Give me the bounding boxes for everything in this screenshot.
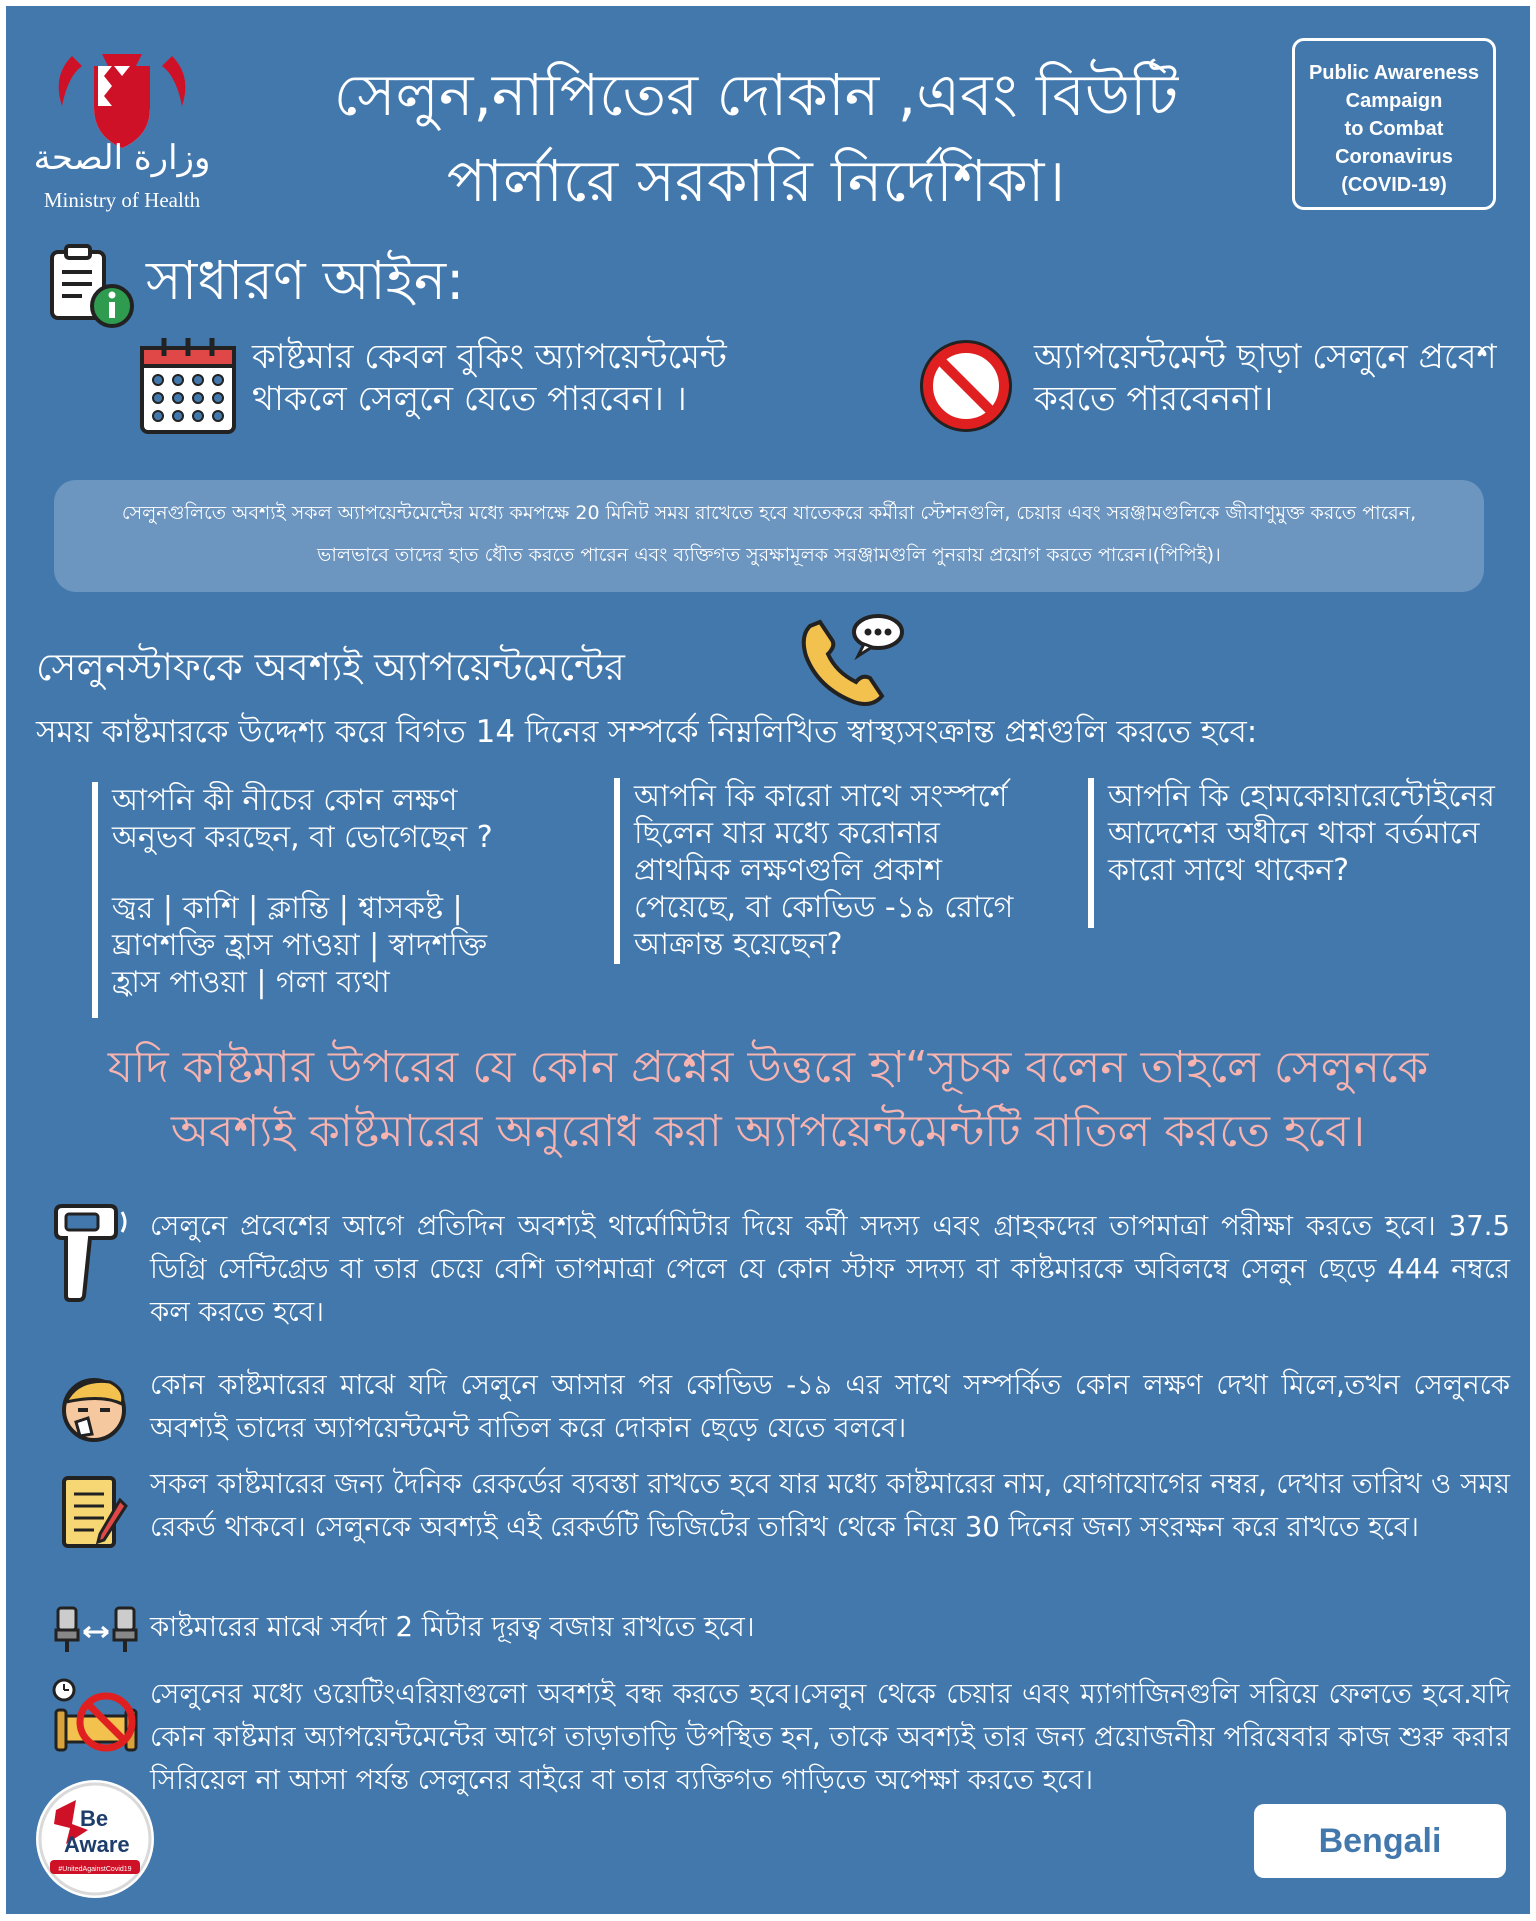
rule-booking-only: কাষ্টমার কেবল বুকিং অ্যাপয়েন্টমেন্ট থাকলে সেলুনে যেতে পারবেন। । <box>252 337 727 419</box>
ministry-arabic-name: وزارة الصحة <box>33 138 211 178</box>
campaign-line-1: Public Awareness <box>1308 62 1480 84</box>
be-aware-badge-icon <box>36 1780 154 1898</box>
staff-heading-line-2: সময় কাষ্টমারকে উদ্দেশ্য করে বিগত 14 দিনের সম্পর্কে নিম্নলিখিত স্বাস্থ্যসংক্রান্ত প্রশ্নগুলি করতে হবে: <box>36 714 1258 750</box>
aware-text: Aware <box>64 1832 130 1857</box>
no-waiting-area-icon <box>50 1676 142 1758</box>
question-symptoms <box>92 782 532 1018</box>
rule-no-entry: অ্যাপয়েন্টমেন্ট ছাড়া সেলুনে প্রবেশ করতে পারবেননা। <box>1034 337 1497 419</box>
be-text: Be <box>80 1806 109 1831</box>
thermometer-icon <box>50 1202 134 1302</box>
rule-symptoms-after-arrival: কোন কাষ্টমারের মাঝে যদি সেলুনে আসার পর কোভিড -১৯ এর সাথে সম্পর্কিত কোন লক্ষণ দেখা মিলে,তখন সেলুনকে অবশ্যই তাদের অ্যাপয়েন্টমেন্ট বাতিল করে দোকান ছেড়ে যেতে বলবে। <box>150 1369 1510 1444</box>
be-aware-logo <box>36 1780 154 1898</box>
language-badge: Bengali <box>1254 1804 1506 1878</box>
staff-heading-line-1: সেলুনস্টাফকে অবশ্যই অ্যাপয়েন্টমেন্টের <box>36 645 625 689</box>
question-1-text: আপনি কী নীচের কোন লক্ষণ অনুভব করছেন, বা ভোগেছেন ? <box>112 783 493 855</box>
campaign-line-3: to Combat <box>1344 118 1444 140</box>
question-contact: আপনি কি কারো সাথে সংস্পর্শে ছিলেন যার মধ্যে করোনার প্রাথমিক লক্ষণগুলি প্রকাশ পেয়েছে, বা কোভিড -১৯ রোগে আক্রান্ত হয়েছেন? <box>614 778 1034 964</box>
campaign-line-2: Campaign <box>1345 90 1443 112</box>
page-title <box>226 52 1286 224</box>
campaign-line-4: Coronavirus <box>1335 146 1453 168</box>
title-line-2: পার্লারে সরকারি নির্দেশিকা। <box>446 147 1066 215</box>
phone-chat-icon <box>796 612 906 712</box>
campaign-line-5: (COVID-19) <box>1341 174 1447 196</box>
ministry-english-name: Ministry of Health <box>43 188 201 212</box>
campaign-box <box>1292 38 1496 210</box>
sick-face-icon <box>58 1372 130 1444</box>
cancel-warning <box>46 1036 1490 1164</box>
rule-daily-records: সকল কাষ্টমারের জন্য দৈনিক রেকর্ডের ব্যবস্তা রাখতে হবে যার মধ্যে কাষ্টমারের নাম, যোগাযোগের নম্বর, দেখার তারিখ ও সময় রেকর্ড থাকবে। সেলুনকে অবশ্যই এই রেকর্ডটি ভিজিটের তারিখ থেকে নিয়ে 30 দিনের জন্য সংরক্ষন করে রাখতে হবে। <box>150 1468 1510 1543</box>
warning-line-2: অবশ্যই কাষ্টমারের অনুরোধ করা অ্যাপয়েন্টমেন্টটি বাতিল করতে হবে। <box>170 1106 1366 1157</box>
rule-waiting-area-closed: সেলুনের মধ্যে ওয়েটিংএরিয়াগুলো অবশ্যই বন্ধ করতে হবে।সেলুন থেকে চেয়ার এবং ম্যাগাজিনগুলি সরিয়ে ফেলতে হবে.যদি কোন কাষ্টমার অ্যাপয়েন্টমেন্টের আগে তাড়াতাড়ি উপস্থিত হন, তাকে অবশ্যই তার জন্য প্রয়োজনীয় পরিষেবার কাজ শুরু করার সিরিয়েল না আসা পর্যন্ত সেলুনের বাইরে বা তার ব্যক্তিগত গাড়িতে অপেক্ষা করতে হবে। <box>150 1678 1510 1796</box>
sanitize-note: সেলুনগুলিতে অবশ্যই সকল অ্যাপয়েন্টমেন্টের মধ্যে কমপক্ষে 20 মিনিট সময় রাখেতে হবে যাতেকরে কর্মীরা স্টেশনগুলি, চেয়ার এবং সরঞ্জামগুলিকে জীবাণুমুক্ত করতে পারেন, ভালভাবে তাদের হাত ধৌত করতে পারেন এবং ব্যক্তিগত সুরক্ষামূলক সরঞ্জামগুলি পুনরায় প্রয়োগ করতে পারেন।(পিপিই)। <box>54 480 1484 592</box>
notepad-pen-icon <box>60 1470 130 1550</box>
symptom-list: জ্বর | কাশি | ক্লান্তি | শ্বাসকষ্ট | ঘ্রাণশক্তি হ্রাস পাওয়া | স্বাদশক্তি হ্রাস পাওয়া | গলা ব্যথা <box>112 891 487 1000</box>
rule-two-meter-distance: কাষ্টমারের মাঝে সর্বদা 2 মিটার দূরত্ব বজায় রাখতে হবে। <box>150 1611 755 1643</box>
no-entry-icon <box>916 336 1016 436</box>
rule-temperature-check: সেলুনে প্রবেশের আগে প্রতিদিন অবশ্যই থার্মোমিটার দিয়ে কর্মী সদস্য এবং গ্রাহকদের তাপমাত্রা পরীক্ষা করতে হবে। 37.5 ডিগ্রি সেন্টিগ্রেড বা তার চেয়ে বেশি তাপমাত্রা পেলে যে কোন স্টাফ সদস্য বা কাষ্টমারকে অবিলম্বে সেলুন ছেড়ে 444 নম্বরে কল করতে হবে। <box>150 1210 1510 1328</box>
clipboard-info-icon <box>46 244 138 330</box>
question-quarantine: আপনি কি হোমকোয়ারেন্টোইনের আদেশের অধীনে থাকা বর্তমানে কারো সাথে থাকেন? <box>1088 778 1508 928</box>
general-rules-heading: সাধারণ আইন: <box>146 249 465 312</box>
distance-chairs-icon <box>54 1604 138 1654</box>
calendar-icon <box>138 336 238 436</box>
warning-line-1: যদি কাষ্টমার উপরের যে কোন প্রশ্নের উত্তরে হা“সূচক বলেন তাহলে সেলুনকে <box>107 1042 1429 1093</box>
title-line-1: সেলুন,নাপিতের দোকান ,এবং বিউটি <box>333 61 1179 129</box>
poster <box>6 6 1530 1914</box>
hashtag-text: #UnitedAgainstCovid19 <box>58 1866 132 1873</box>
